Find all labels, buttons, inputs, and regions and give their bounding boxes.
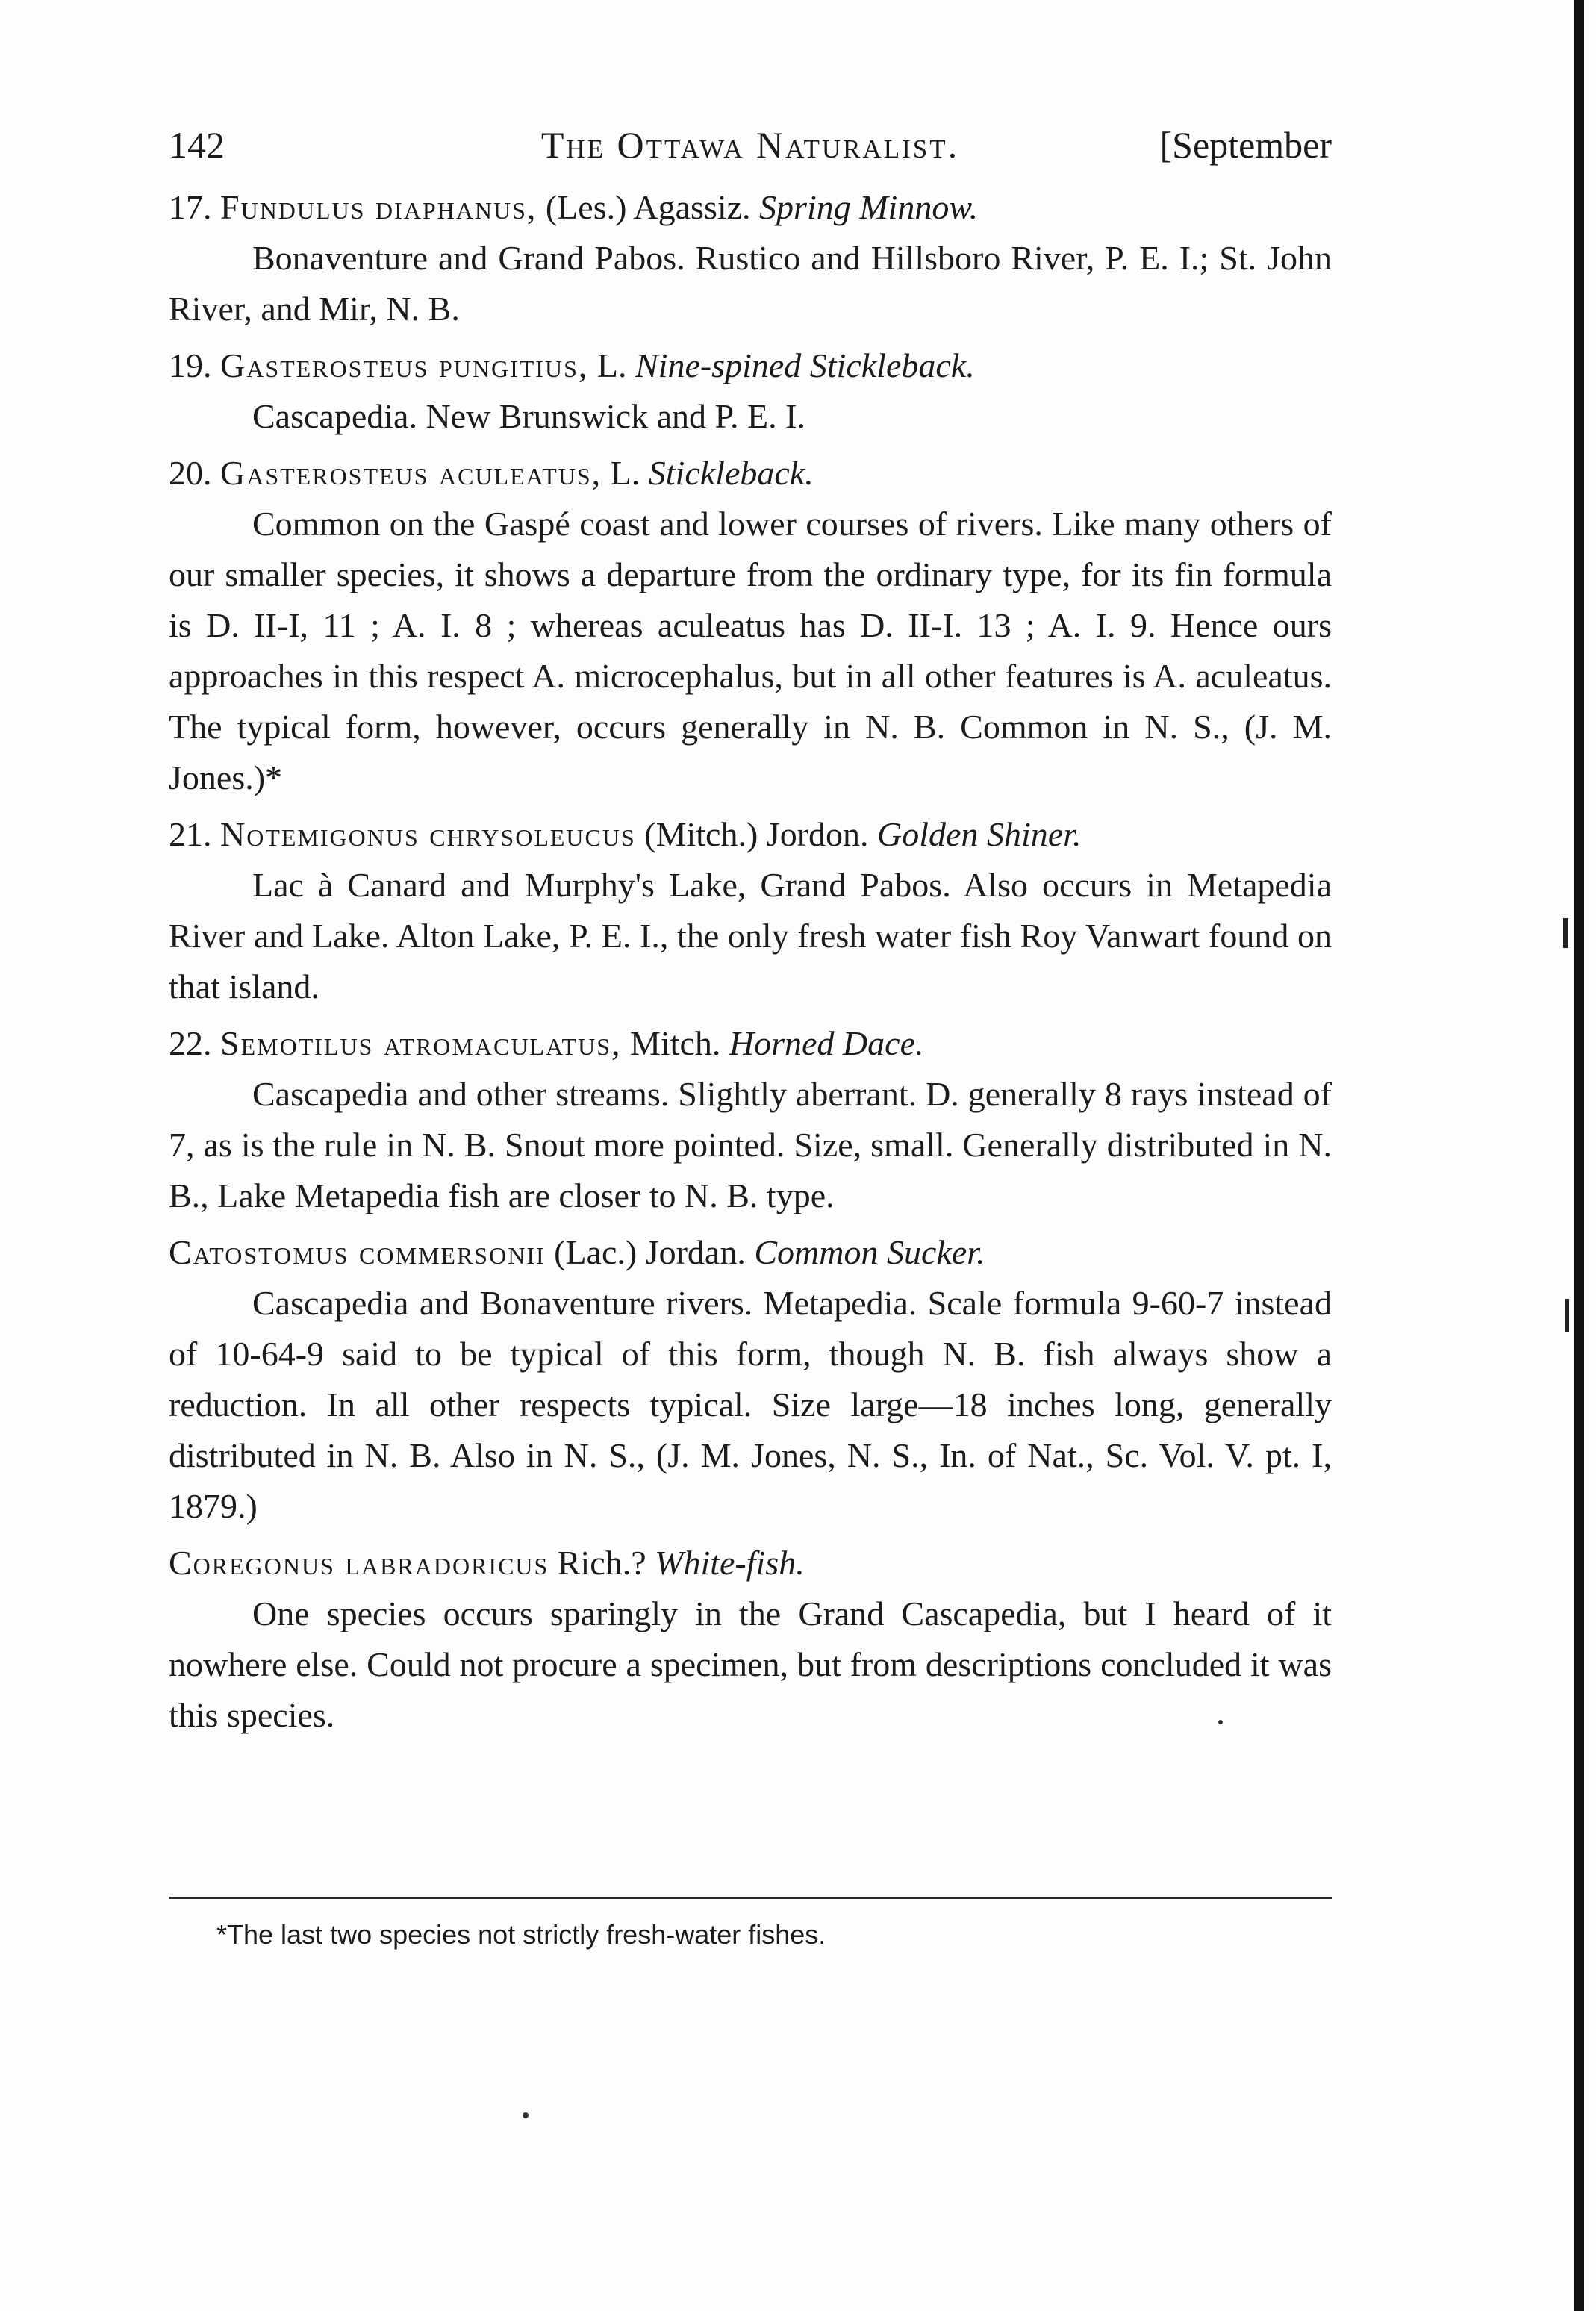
scientific-name: Semotilus atromaculatus, bbox=[220, 1024, 622, 1062]
common-name: Golden Shiner. bbox=[877, 815, 1082, 853]
species-entry bbox=[169, 1538, 1332, 1741]
entry-heading bbox=[169, 1538, 1332, 1588]
entry-heading bbox=[169, 1018, 1332, 1069]
page-body bbox=[169, 119, 1332, 1747]
species-entry bbox=[169, 1227, 1332, 1532]
common-name: Stickleback. bbox=[648, 454, 814, 492]
common-name: Spring Minnow. bbox=[759, 188, 979, 226]
authority: (Les.) Agassiz. bbox=[545, 188, 751, 226]
running-header bbox=[169, 119, 1332, 170]
issue-month: [September bbox=[1159, 124, 1332, 166]
common-name: White-fish. bbox=[655, 1544, 805, 1582]
common-name: Nine-spined Stickleback. bbox=[635, 346, 975, 384]
edge-mark bbox=[1565, 1299, 1569, 1332]
entry-heading bbox=[169, 448, 1332, 499]
entry-number: 20. bbox=[169, 454, 212, 492]
authority: (Lac.) Jordan. bbox=[554, 1233, 746, 1271]
entry-number: 22. bbox=[169, 1024, 212, 1062]
entry-text: Cascapedia. New Brunswick and P. E. I. bbox=[252, 397, 805, 435]
page-speck bbox=[523, 2112, 529, 2118]
journal-title: The Ottawa Naturalist. bbox=[540, 124, 960, 166]
scientific-name: Coregonus labradoricus bbox=[169, 1544, 549, 1582]
entry-text: Cascapedia and other streams. Slightly aberrant. D. generally 8 rays instead of 7, as is the rule in N. B. Snout more pointed. Size, small. Generally distributed in N. B., Lake Metapedia fish are closer to N. B. type. bbox=[169, 1075, 1332, 1214]
common-name: Horned Dace. bbox=[729, 1024, 924, 1062]
entry-heading bbox=[169, 340, 1332, 391]
species-entry bbox=[169, 1018, 1332, 1221]
authority: Mitch. bbox=[630, 1024, 721, 1062]
scientific-name: Gasterosteus aculeatus, bbox=[220, 454, 602, 492]
entry-heading bbox=[169, 1227, 1332, 1278]
common-name: Common Sucker. bbox=[754, 1233, 985, 1271]
authority: (Mitch.) Jordon. bbox=[644, 815, 869, 853]
entry-number: 19. bbox=[169, 346, 212, 384]
species-entry bbox=[169, 809, 1332, 1012]
species-entry bbox=[169, 448, 1332, 803]
page-number: 142 bbox=[169, 124, 225, 166]
entry-number: 21. bbox=[169, 815, 212, 853]
scientific-name: Notemigonus chrysoleucus bbox=[220, 815, 636, 853]
entry-heading bbox=[169, 182, 1332, 233]
footnote: *The last two species not strictly fresh-water fishes. bbox=[216, 1919, 826, 1950]
species-entry bbox=[169, 340, 1332, 442]
species-entry bbox=[169, 182, 1332, 334]
entry-text: Bonaventure and Grand Pabos. Rustico and Hillsboro River, P. E. I.; St. John River, and Mir, N. B. bbox=[169, 239, 1332, 328]
entry-text: Lac à Canard and Murphy's Lake, Grand Pabos. Also occurs in Metapedia River and Lake. Alton Lake, P. E. I., the only fresh water fish Roy Vanwart found on that island. bbox=[169, 866, 1332, 1005]
scientific-name: Gasterosteus pungitius, bbox=[220, 346, 589, 384]
edge-mark bbox=[1563, 918, 1568, 948]
authority: L. bbox=[596, 346, 627, 384]
footnote-rule bbox=[169, 1897, 1332, 1899]
scientific-name: Fundulus diaphanus, bbox=[220, 188, 537, 226]
entry-text: One species occurs sparingly in the Grand Cascapedia, but I heard of it nowhere else. Could not procure a specimen, but from descriptions concluded it was this species. bbox=[169, 1594, 1332, 1734]
authority: L. bbox=[610, 454, 640, 492]
entry-text: Cascapedia and Bonaventure rivers. Metapedia. Scale formula 9-60-7 instead of 10-64-9 said to be typical of this form, though N. B. fish always show a reduction. In all other respects typical. Size large—18 inches long, generally distributed in N. B. Also in N. S., (J. M. Jones, N. S., In. of Nat., Sc. Vol. V. pt. I, 1879.) bbox=[169, 1284, 1332, 1525]
entry-number: 17. bbox=[169, 188, 212, 226]
entry-text: Common on the Gaspé coast and lower courses of rivers. Like many others of our smaller species, it shows a departure from the ordinary type, for its fin formula is D. II-I, 11 ; A. I. 8 ; whereas aculeatus has D. II-I. 13 ; A. I. 9. Hence ours approaches in this respect A. microcephalus, but in all other features is A. aculeatus. The typical form, however, occurs generally in N. B. Common in N. S., (J. M. Jones.)* bbox=[169, 505, 1332, 796]
entry-heading bbox=[169, 809, 1332, 860]
scientific-name: Catostomus commersonii bbox=[169, 1233, 546, 1271]
authority: Rich.? bbox=[557, 1544, 646, 1582]
page-edge-bar bbox=[1574, 0, 1584, 2311]
